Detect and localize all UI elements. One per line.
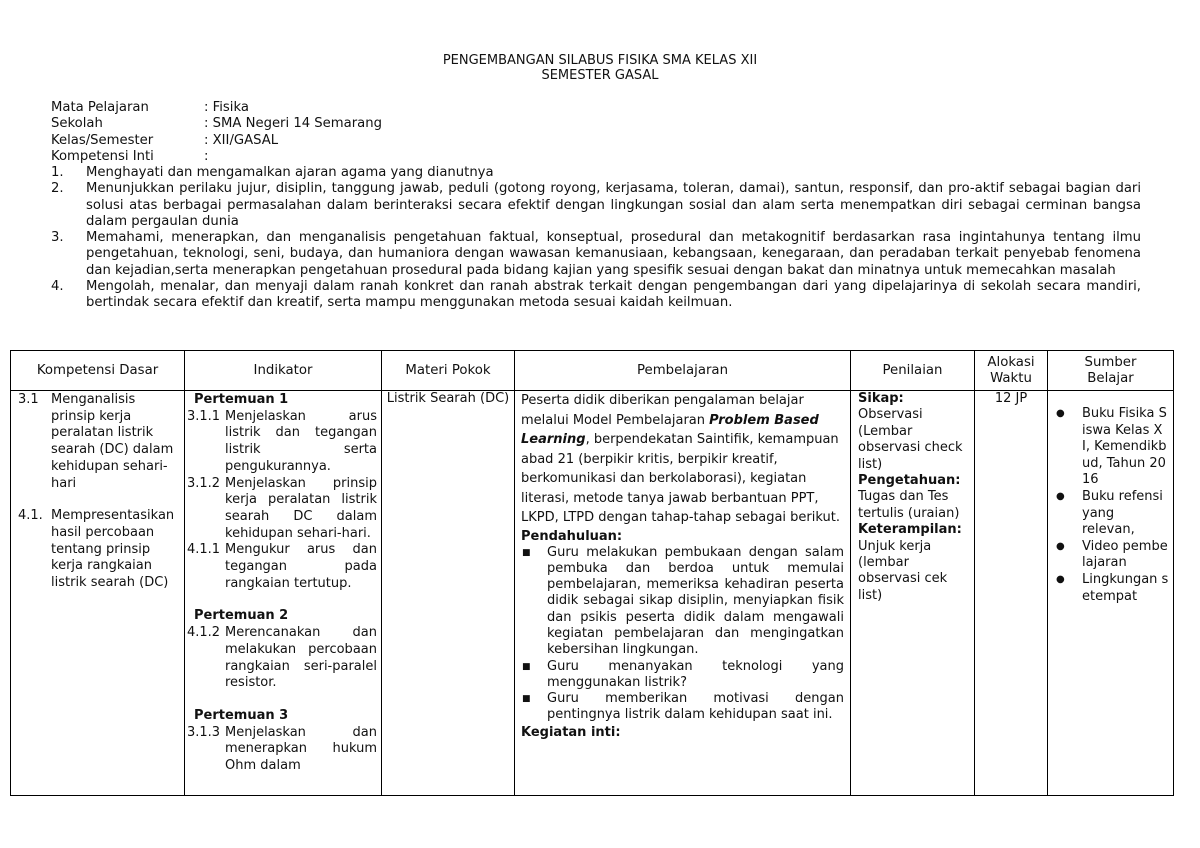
cell-kompetensi-dasar [11,391,185,796]
header-alokasi-waktu: Alokasi Waktu [975,351,1048,391]
header-indikator: Indikator [185,351,382,391]
sumber-list [1056,406,1169,605]
bullet-icon: ● [1056,573,1065,585]
learning-intro: Peserta didik diberikan pengalaman belajar melalui Model Pembelajaran Problem Based Learning, berpendekatan Saintifik, kemampuan abad 21 (berpikir kritis, berpikir kreatif, berkomunikasi dan berkolaborasi), kegiatan literasi, metode tanya jawab berbantuan PPT, LKPD, LTPD dengan tahap-tahap sebagai berikut. [521,393,840,525]
bullet-icon: ● [1056,408,1065,419]
bullet-icon: ● [1056,490,1065,502]
kd-item: 4.1. Mempresentasikan hasil percobaan tentang prinsip kerja rangkaian listrik searah (DC) [18,508,175,591]
list-item: ● Video pembelajaran [1056,538,1168,571]
header-kompetensi-dasar: Kompetensi Dasar [11,351,185,391]
cell-pembelajaran [515,391,851,796]
pengetahuan-label: Pengetahuan: [858,473,961,489]
indicator-item: 3.1.2 Menjelaskan prinsip kerja peralatan listrik searah DC dalam kehidupan sehari-hari. [187,475,377,541]
list-item: ■ Guru memberikan motivasi dengan pentingnya listrik dalam kehidupan saat ini. [522,691,844,723]
learning-model: Problem Based Learning [521,412,819,447]
list-item: ● Buku Fisika Siswa Kelas XI, Kemendikbud, Tahun 2016 [1056,406,1167,488]
identity-block [51,100,382,165]
square-bullet-icon: ■ [522,547,531,558]
cell-alokasi-waktu: 12 JP [975,391,1048,796]
kd-item: 3.1 Menganalisis prinsip kerja peralatan listrik searah (DC) dalam kehidupan sehari-hari [18,392,174,491]
meeting-3-heading: Pertemuan 3 [194,707,289,723]
header-penilaian: Penilaian [851,351,975,391]
list-item: ■ Guru menanyakan teknologi yang menggunakan listrik? [522,658,844,690]
square-bullet-icon: ■ [522,694,531,705]
sikap-text: Observasi (Lembar observasi check list) [858,407,963,472]
pengetahuan-text: Tugas dan Tes tertulis (uraian) [858,489,960,521]
syllabus-table [10,350,1174,796]
cell-indikator [185,391,382,796]
header-sumber-belajar: Sumber Belajar [1048,351,1174,391]
list-item: ● Lingkungan setempat [1056,571,1169,604]
header-pembelajaran: Pembelajaran [515,351,851,391]
pendahuluan-list [521,545,844,724]
ki-item: 3. Memahami, menerapkan, dan menganalisis pengetahuan faktual, konseptual, prosedural dan metakognitif berdasarkan rasa ingintahunya tentang ilmu pengetahuan, teknologi, seni, budaya, dan humaniora dengan wawasan kemanusiaan, kebangsaan, kenegaraan, dan peradaban terkait penyebab fenomena dan kejadian,serta menerapkan pengetahuan prosedural pada bidang kajian yang spesifik sesuai dengan bakat dan minatnya untuk memecahkan masalah [51,230,1141,278]
indicator-item: 4.1.1 Mengukur arus dan tegangan pada rangkaian tertutup. [187,542,377,591]
ki-item: 4. Mengolah, menalar, dan menyaji dalam ranah konkret dan ranah abstrak terkait dengan pengembangan dari yang dipelajarinya di sekolah secara mandiri, bertindak secara efektif dan kreatif, serta mampu menggunakan metoda sesuai kaidah keilmuan. [51,279,1141,311]
info-row-mata-pelajaran: Mata Pelajaran : Fisika [51,100,249,115]
cell-materi-pokok: Listrik Searah (DC) [382,391,515,796]
indicator-item: 3.1.3 Menjelaskan dan menerapkan hukum Ohm dalam [187,724,377,774]
ki-item: 2. Menunjukkan perilaku jujur, disiplin, tanggung jawab, peduli (gotong royong, kerjasama, toleran, damai), santun, responsif, dan pro-aktif sebagai bagian dari solusi atas berbagai permasalahan dalam berinteraksi secara efektif dengan lingkungan sosial dan alam serta menempatkan diri sebagai cerminan bangsa dalam pergaulan dunia [51,181,1141,229]
header-materi-pokok: Materi Pokok [382,351,515,391]
sikap-label: Sikap: [858,391,904,406]
keterampilan: Keterampilan: Unjuk kerja (lembar observasi cek list) [858,522,962,603]
document-subtitle: SEMESTER GASAL [541,68,659,83]
indicator-item: 4.1.2 Merencanakan dan melakukan percobaan rangkaian seri-paralel resistor. [187,625,377,691]
meeting-2-heading: Pertemuan 2 [194,608,289,624]
kompetensi-inti-list [51,165,1141,312]
info-row-kelas-semester: Kelas/Semester : XII/GASAL [51,132,279,148]
list-item: ■ Guru melakukan pembukaan dengan salam pembuka dan berdoa untuk memulai pembelajaran, memeriksa kehadiran peserta didik sebagai sikap disiplin, menyiapkan fisik dan psikis peserta didik dalam mengawali kegiatan pembelajaran dan mengingatkan kebersihan lingkungan. [522,544,844,658]
info-row-kompetensi-inti: Kompetensi Inti : [51,148,209,164]
document-title: PENGEMBANGAN SILABUS FISIKA SMA KELAS XII [442,53,758,68]
list-item: ● Buku refensi yang relevan, [1056,488,1163,538]
cell-penilaian [851,391,975,796]
table-row [11,391,1174,796]
kegiatan-inti-heading: Kegiatan inti: [521,724,621,740]
info-row-sekolah: Sekolah : SMA Negeri 14 Semarang [51,116,382,132]
table-header-row [11,351,1174,391]
meeting-1-heading: Pertemuan 1 [194,392,289,407]
pendahuluan-heading: Pendahuluan: [521,528,623,544]
indicator-item: 3.1.1 Menjelaskan arus listrik dan tegangan listrik serta pengukurannya. [187,408,377,474]
ki-item: 1. Menghayati dan mengamalkan ajaran agama yang dianutnya [51,165,494,180]
bullet-icon: ● [1056,540,1065,552]
cell-sumber-belajar [1048,391,1174,796]
square-bullet-icon: ■ [522,661,531,672]
